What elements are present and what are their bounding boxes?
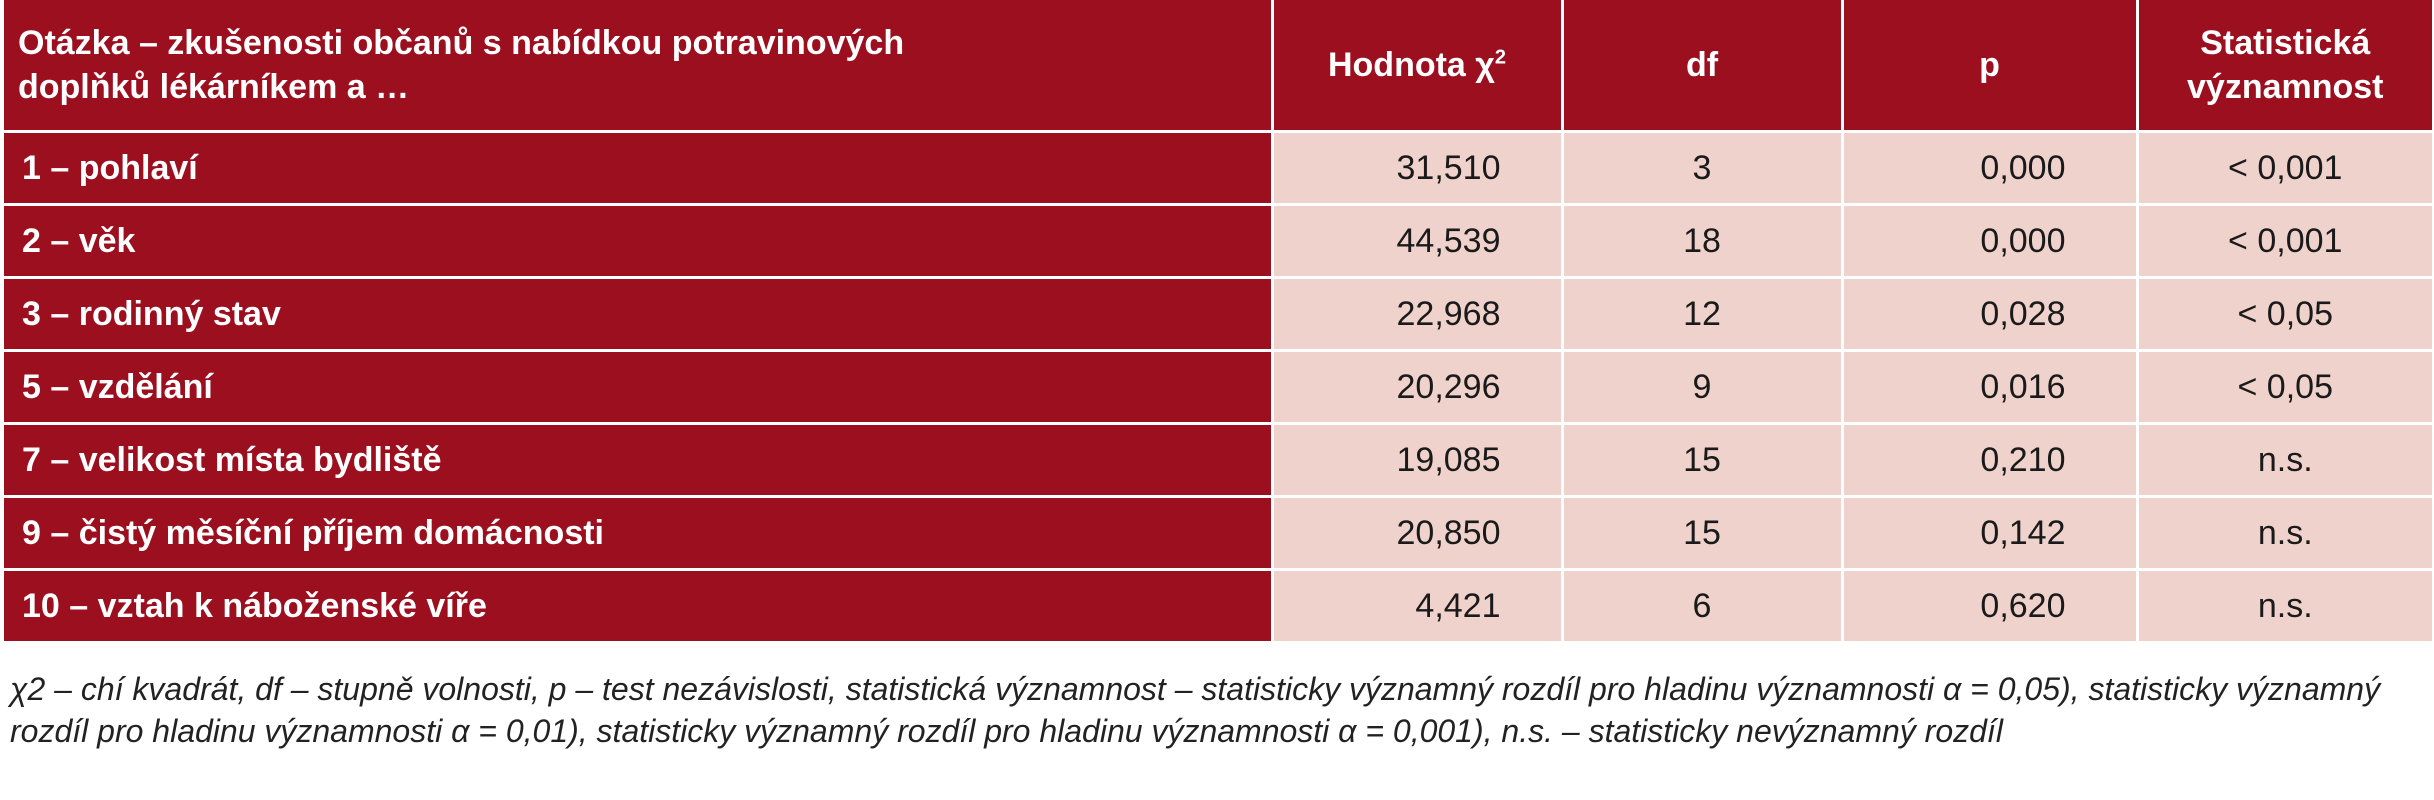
p-value: 0,016 (1842, 351, 2137, 424)
table-row (4, 132, 2432, 205)
significance-value: < 0,001 (2137, 132, 2432, 205)
row-label: 7 – velikost místa bydliště (4, 424, 1272, 497)
table-row (4, 570, 2432, 643)
significance-value: n.s. (2137, 570, 2432, 643)
df-value: 3 (1562, 132, 1842, 205)
p-value: 0,210 (1842, 424, 2137, 497)
header-row (4, 0, 2432, 132)
df-value: 6 (1562, 570, 1842, 643)
header-p: p (1842, 0, 2137, 132)
header-significance-line2: významnost (2187, 68, 2384, 106)
chi-square-value: 20,296 (1272, 351, 1562, 424)
header-df: df (1562, 0, 1842, 132)
row-label: 9 – čistý měsíční příjem domácnosti (4, 497, 1272, 570)
table-body (4, 132, 2432, 643)
header-question (4, 0, 1272, 132)
chi-square-value: 31,510 (1272, 132, 1562, 205)
significance-value: n.s. (2137, 497, 2432, 570)
table-row (4, 351, 2432, 424)
header-chi-label: Hodnota χ (1327, 46, 1495, 84)
p-value: 0,000 (1842, 205, 2137, 278)
row-label: 5 – vzdělání (4, 351, 1272, 424)
significance-value: n.s. (2137, 424, 2432, 497)
table-footnote: χ2 – chí kvadrát, df – stupně volnosti, p – test nezávislosti, statistická významnost – statisticky významný rozdíl pro hladinu významnosti α = 0,05), statisticky významný rozdíl pro hladinu významnosti α = 0,01), statisticky významný rozdíl pro hladinu významnosti α = 0,001), n.s. – statisticky nevýznamný rozdíl (10, 671, 2381, 749)
row-label: 1 – pohlaví (4, 132, 1272, 205)
row-label: 3 – rodinný stav (4, 278, 1272, 351)
df-value: 15 (1562, 497, 1842, 570)
header-question-line2: doplňků lékárníkem a … (18, 68, 410, 106)
statistics-table (4, 0, 2432, 644)
table-row (4, 278, 2432, 351)
significance-value: < 0,05 (2137, 278, 2432, 351)
chi-square-value: 4,421 (1272, 570, 1562, 643)
table-header (4, 0, 2432, 132)
significance-value: < 0,05 (2137, 351, 2432, 424)
significance-value: < 0,001 (2137, 205, 2432, 278)
p-value: 0,142 (1842, 497, 2137, 570)
df-value: 9 (1562, 351, 1842, 424)
header-significance-line1: Statistická (2200, 24, 2371, 62)
chi-square-value: 22,968 (1272, 278, 1562, 351)
table-row (4, 424, 2432, 497)
df-value: 15 (1562, 424, 1842, 497)
row-label: 2 – věk (4, 205, 1272, 278)
chi-square-value: 44,539 (1272, 205, 1562, 278)
p-value: 0,028 (1842, 278, 2137, 351)
header-chi-superscript: 2 (1494, 46, 1506, 69)
header-question-line1: Otázka – zkušenosti občanů s nabídkou potravinových (18, 24, 905, 62)
chi-square-value: 20,850 (1272, 497, 1562, 570)
p-value: 0,620 (1842, 570, 2137, 643)
table-row (4, 205, 2432, 278)
df-value: 12 (1562, 278, 1842, 351)
df-value: 18 (1562, 205, 1842, 278)
header-significance (2137, 0, 2432, 132)
header-chi-square (1272, 0, 1562, 132)
table-row (4, 497, 2432, 570)
chi-square-value: 19,085 (1272, 424, 1562, 497)
p-value: 0,000 (1842, 132, 2137, 205)
row-label: 10 – vztah k náboženské víře (4, 570, 1272, 643)
